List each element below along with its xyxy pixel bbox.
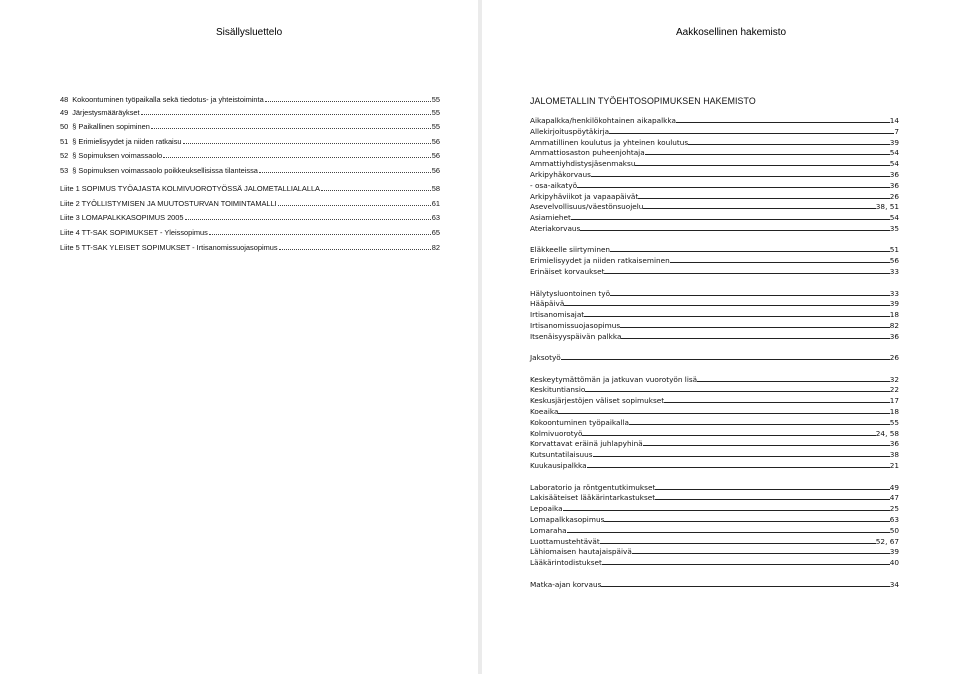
index-entry-text: Lomaraha [530, 525, 567, 535]
index-entry-text: Lepoaika [530, 504, 563, 514]
index-leader-line [670, 262, 890, 263]
index-leader-line [577, 187, 890, 188]
toc-entry[interactable] [60, 185, 440, 200]
index-entry-page: 21 [889, 461, 899, 471]
index-entry-page: 39 [889, 137, 899, 147]
index-leader-line [676, 122, 890, 123]
toc-entry-text [60, 152, 162, 159]
index-entry-text: Kokoontuminen työpaikalla [530, 417, 629, 427]
index-spacer [530, 569, 899, 580]
left-page [0, 0, 478, 674]
index-entry[interactable] [530, 202, 899, 213]
index-entry-page: 38, 51 [875, 202, 899, 212]
index-entry-page: 22 [889, 385, 899, 395]
index-entry-text: Arkipyhäkorvaus [530, 169, 591, 179]
index-entry-page: 17 [889, 396, 899, 406]
index-leader-line [571, 219, 890, 220]
toc-entry-number: 49 [60, 108, 69, 118]
index-spacer [530, 235, 899, 246]
index-entry[interactable] [530, 537, 899, 548]
index-leader-line [645, 154, 890, 155]
index-entry[interactable] [530, 245, 899, 256]
toc-entry[interactable] [60, 214, 440, 229]
index-leader-line [664, 402, 890, 403]
dot-leader [265, 101, 431, 102]
index-leader-line [601, 586, 889, 587]
index-entry-page: 56 [889, 256, 899, 266]
index-entry[interactable] [530, 224, 899, 235]
index-entry-text: Erinäiset korvaukset [530, 267, 605, 277]
index-entry-page: 82 [889, 320, 899, 330]
index-entry-text: Ammatillinen koulutus ja yhteinen koulutus [530, 137, 689, 147]
index-entry[interactable] [530, 461, 899, 472]
index-entry[interactable] [530, 256, 899, 267]
index-leader-line [604, 273, 889, 274]
index-entry[interactable] [530, 159, 899, 170]
index-spacer [530, 472, 899, 483]
toc-entry-title: Kokoontuminen työpaikalla sekä tiedotus- ja yhteistoiminta [72, 95, 264, 104]
index-entry-page: 49 [889, 482, 899, 492]
index-leader-line [600, 543, 876, 544]
index-entry[interactable] [530, 407, 899, 418]
dot-leader [278, 205, 431, 206]
index-leader-line [655, 489, 889, 490]
toc-entry-page: 56 [431, 151, 440, 161]
index-entry-page: 36 [889, 331, 899, 341]
index-leader-line [638, 198, 889, 199]
index-leader-line [558, 413, 889, 414]
index-entry-page: 52, 67 [875, 536, 899, 546]
toc-entry-text [60, 244, 278, 251]
index-leader-line [587, 467, 890, 468]
index-entry[interactable] [530, 138, 899, 149]
index-entry-page: 51 [889, 245, 899, 255]
dot-leader [259, 172, 431, 173]
index-entry-text: Allekirjoituspöytäkirja [530, 126, 610, 136]
index-entry-page: 26 [889, 353, 899, 363]
index-entry-page: 7 [894, 126, 899, 136]
toc-entry-page: 55 [431, 121, 440, 131]
toc-entry[interactable] [60, 200, 440, 215]
index-entry-text: Keskeytymättömän ja jatkuvan vuorotyön lisä [530, 374, 698, 384]
dot-leader [185, 219, 431, 220]
index-entry-page: 39 [889, 299, 899, 309]
index-leader-line [635, 165, 889, 166]
index-entry-text: Asevelvollisuus/väestönsuojelu [530, 202, 644, 212]
toc-entry[interactable] [60, 152, 440, 167]
index-title: JALOMETALLIN TYÖEHTOSOPIMUKSEN HAKEMISTO [530, 96, 756, 106]
toc-entry-page: 58 [431, 183, 440, 193]
left-page-header: Sisällysluettelo [216, 27, 283, 38]
index-entry[interactable] [530, 213, 899, 224]
index-entry-text: Laboratorio ja röntgentutkimukset [530, 482, 656, 492]
index-leader-line [620, 327, 890, 328]
dot-leader [163, 157, 431, 158]
index-leader-line [609, 133, 894, 134]
index-entry-text: Ateriakorvaus [530, 223, 581, 233]
toc-entry[interactable] [60, 244, 440, 259]
index-entry-page: 35 [889, 223, 899, 233]
index-entry-text: Hääpäivä [530, 299, 565, 309]
index-entry-text: Korvattavat eräinä juhlapyhinä [530, 439, 643, 449]
index-entry-text: Lomapalkkasopimus [530, 514, 605, 524]
index-entry-text: Lääkärintodistukset [530, 558, 602, 568]
toc-entry-text [60, 167, 258, 174]
index-entry-page: 54 [889, 213, 899, 223]
index-spacer [530, 278, 899, 289]
toc-entry-text [60, 185, 320, 192]
toc-entry[interactable] [60, 229, 440, 244]
index-entry-page: 36 [889, 180, 899, 190]
index-entry[interactable] [530, 418, 899, 429]
index-leader-line [582, 435, 875, 436]
toc-entry-title: Liite 1 SOPIMUS TYÖAJASTA KOLMIVUOROTYÖSSÄ JALOMETALLIALALLA [60, 183, 320, 193]
dot-leader [183, 143, 431, 144]
index-entry-page: 36 [889, 439, 899, 449]
index-entry[interactable] [530, 332, 899, 343]
toc-entry[interactable] [60, 109, 440, 122]
index-leader-line [593, 456, 890, 457]
index-leader-line [688, 144, 889, 145]
index-entry-text: Ammattiyhdistysjäsenmaksu [530, 159, 636, 169]
index-entry[interactable] [530, 429, 899, 440]
index-entry-page: 47 [889, 493, 899, 503]
toc-entry-title: Järjestysmääräykset [72, 108, 140, 118]
toc-entry-number: 52 [60, 151, 69, 161]
dot-leader [151, 128, 431, 129]
dot-leader [141, 114, 431, 115]
index-entry[interactable] [530, 385, 899, 396]
toc-entry-title: § Sopimuksen voimassaolo poikkeuksellisissa tilanteissa [72, 166, 258, 176]
index-entry-text: Keskusjärjestöjen väliset sopimukset [530, 396, 665, 406]
index-entry-page: 40 [889, 558, 899, 568]
toc-entry-page: 56 [431, 166, 440, 176]
index-entry-page: 32 [889, 374, 899, 384]
index-leader-line [655, 499, 890, 500]
index-entry[interactable] [530, 450, 899, 461]
index-leader-line [629, 424, 890, 425]
index-leader-line [567, 532, 890, 533]
index-leader-line [643, 445, 890, 446]
dot-leader [279, 249, 431, 250]
toc-entry-text [60, 214, 184, 221]
index-leader-line [564, 305, 889, 306]
index-entry-page: 25 [889, 504, 899, 514]
toc-entry[interactable] [60, 138, 440, 153]
index-entry[interactable] [530, 181, 899, 192]
index-entry-text: Jaksotyö [530, 353, 561, 363]
index-entry[interactable] [530, 483, 899, 494]
index-entry-page: 54 [889, 159, 899, 169]
index-entry[interactable] [530, 547, 899, 558]
index-entry-text: Eläkkeelle siirtyminen [530, 245, 611, 255]
index-entry-page: 14 [889, 116, 899, 125]
table-of-contents [60, 96, 440, 259]
index-entry-text: Erimielisyydet ja niiden ratkaiseminen [530, 256, 670, 266]
toc-entry-page: 55 [431, 108, 440, 118]
index-entry[interactable] [530, 396, 899, 407]
index-leader-line [563, 510, 890, 511]
index-entry-text: Irtisanomisajat [530, 310, 585, 320]
index-entry-text: Matka-ajan korvaus [530, 579, 602, 589]
index-leader-line [561, 359, 890, 360]
index-entry-text: Lähiomaisen hautajaispäivä [530, 547, 632, 557]
toc-entry-title: § Paikallinen sopiminen [72, 121, 150, 131]
index-entry[interactable] [530, 192, 899, 203]
index-entry[interactable] [530, 289, 899, 300]
index-entry-text: Kuukausipalkka [530, 461, 587, 471]
index-entry-page: 18 [889, 407, 899, 417]
index-entry[interactable] [530, 493, 899, 504]
index-entry-page: 26 [889, 191, 899, 201]
index-leader-line [621, 338, 889, 339]
index-entry-text: Kutsuntatilaisuus [530, 450, 593, 460]
index-entry-page: 33 [889, 267, 899, 277]
right-page-header: Aakkosellinen hakemisto [676, 27, 787, 38]
index-entry[interactable] [530, 170, 899, 181]
index-entry-text: Asiamiehet [530, 213, 571, 223]
index-entry-text: Itsenäisyyspäivän palkka [530, 331, 622, 341]
index-entry-text: - osa-aikatyö [530, 180, 578, 190]
index-entry-text: Aikapalkka/henkilökohtainen aikapalkka [530, 116, 676, 125]
index-entry[interactable] [530, 321, 899, 332]
index-entry[interactable] [530, 515, 899, 526]
index-entry[interactable] [530, 116, 899, 127]
index-entry[interactable] [530, 267, 899, 278]
index-entry-page: 34 [889, 579, 899, 589]
toc-entry-number: 53 [60, 166, 69, 176]
index-entry[interactable] [530, 504, 899, 515]
index-entry-text: Keskituntiansio [530, 385, 586, 395]
toc-entry-number: 48 [60, 95, 69, 104]
index-leader-line [584, 316, 890, 317]
toc-entry-text [60, 109, 140, 116]
index-entry-text: Koeaika [530, 407, 559, 417]
index-entry-text: Hälytysluontoinen työ [530, 288, 611, 298]
index-entry-text: Lakisääteiset lääkärintarkastukset [530, 493, 656, 503]
index-leader-line [697, 381, 890, 382]
index-entry[interactable] [530, 127, 899, 138]
dot-leader [321, 190, 431, 191]
toc-entry-title: Liite 3 LOMAPALKKASOPIMUS 2005 [60, 213, 184, 223]
toc-entry[interactable] [60, 123, 440, 138]
index-entry-page: 63 [889, 514, 899, 524]
index-entry-page: 33 [889, 288, 899, 298]
index-entry-page: 18 [889, 310, 899, 320]
toc-entry-title: § Erimielisyydet ja niiden ratkaisu [72, 136, 182, 146]
index-leader-line [602, 564, 890, 565]
toc-entry-text [60, 123, 150, 130]
index-entry-page: 38 [889, 450, 899, 460]
toc-entry-page: 56 [431, 136, 440, 146]
toc-entry-title: § Sopimuksen voimassaolo [72, 151, 163, 161]
index-entry-page: 50 [889, 525, 899, 535]
index-entry[interactable] [530, 310, 899, 321]
dot-leader [209, 234, 431, 235]
index-entry-text: Irtisanomissuojasopimus [530, 320, 621, 330]
index-entry[interactable] [530, 526, 899, 537]
index-spacer [530, 364, 899, 375]
toc-entry-text [60, 96, 264, 103]
index-entry[interactable] [530, 353, 899, 364]
toc-entry-page: 55 [431, 95, 440, 104]
index-leader-line [591, 176, 890, 177]
toc-entry-number: 51 [60, 136, 69, 146]
index-spacer [530, 343, 899, 354]
index-leader-line [604, 521, 889, 522]
index-leader-line [632, 553, 890, 554]
toc-entry-text [60, 229, 208, 236]
index-leader-line [610, 251, 890, 252]
index-entry-text: Kolmivuorotyö [530, 428, 583, 438]
toc-entry-text [60, 138, 182, 145]
index-entry[interactable] [530, 439, 899, 450]
index-entry-text: Arkipyhäviikot ja vapaapäivät [530, 191, 639, 201]
toc-entry[interactable] [60, 167, 440, 183]
alphabetical-index [530, 116, 899, 590]
index-leader-line [643, 208, 875, 209]
index-entry[interactable] [530, 148, 899, 159]
toc-entry-title: Liite 2 TYÖLLISTYMISEN JA MUUTOSTURVAN TOIMINTAMALLI [60, 198, 277, 208]
index-leader-line [610, 295, 890, 296]
toc-entry-page: 63 [431, 213, 440, 223]
index-entry-page: 24, 58 [875, 428, 899, 438]
toc-entry-page: 82 [431, 242, 440, 252]
index-entry[interactable] [530, 375, 899, 386]
index-entry[interactable] [530, 558, 899, 569]
toc-entry-page: 65 [431, 228, 440, 238]
toc-entry[interactable] [60, 96, 440, 109]
index-leader-line [585, 391, 889, 392]
toc-entry-page: 61 [431, 198, 440, 208]
index-entry-page: 39 [889, 547, 899, 557]
toc-entry-title: Liite 4 TT-SAK SOPIMUKSET - Yleissopimus [60, 228, 208, 238]
toc-entry-number: 50 [60, 121, 69, 131]
index-entry-text: Luottamustehtävät [530, 536, 600, 546]
index-entry-page: 55 [889, 417, 899, 427]
index-entry-text: Ammattiosaston puheenjohtaja [530, 148, 645, 158]
toc-entry-text [60, 200, 277, 207]
toc-entry-title: Liite 5 TT-SAK YLEISET SOPIMUKSET - Irtisanomissuojasopimus [60, 242, 278, 252]
index-leader-line [580, 230, 889, 231]
index-entry[interactable] [530, 299, 899, 310]
index-entry[interactable] [530, 580, 899, 591]
index-entry-page: 54 [889, 148, 899, 158]
index-entry-page: 36 [889, 169, 899, 179]
